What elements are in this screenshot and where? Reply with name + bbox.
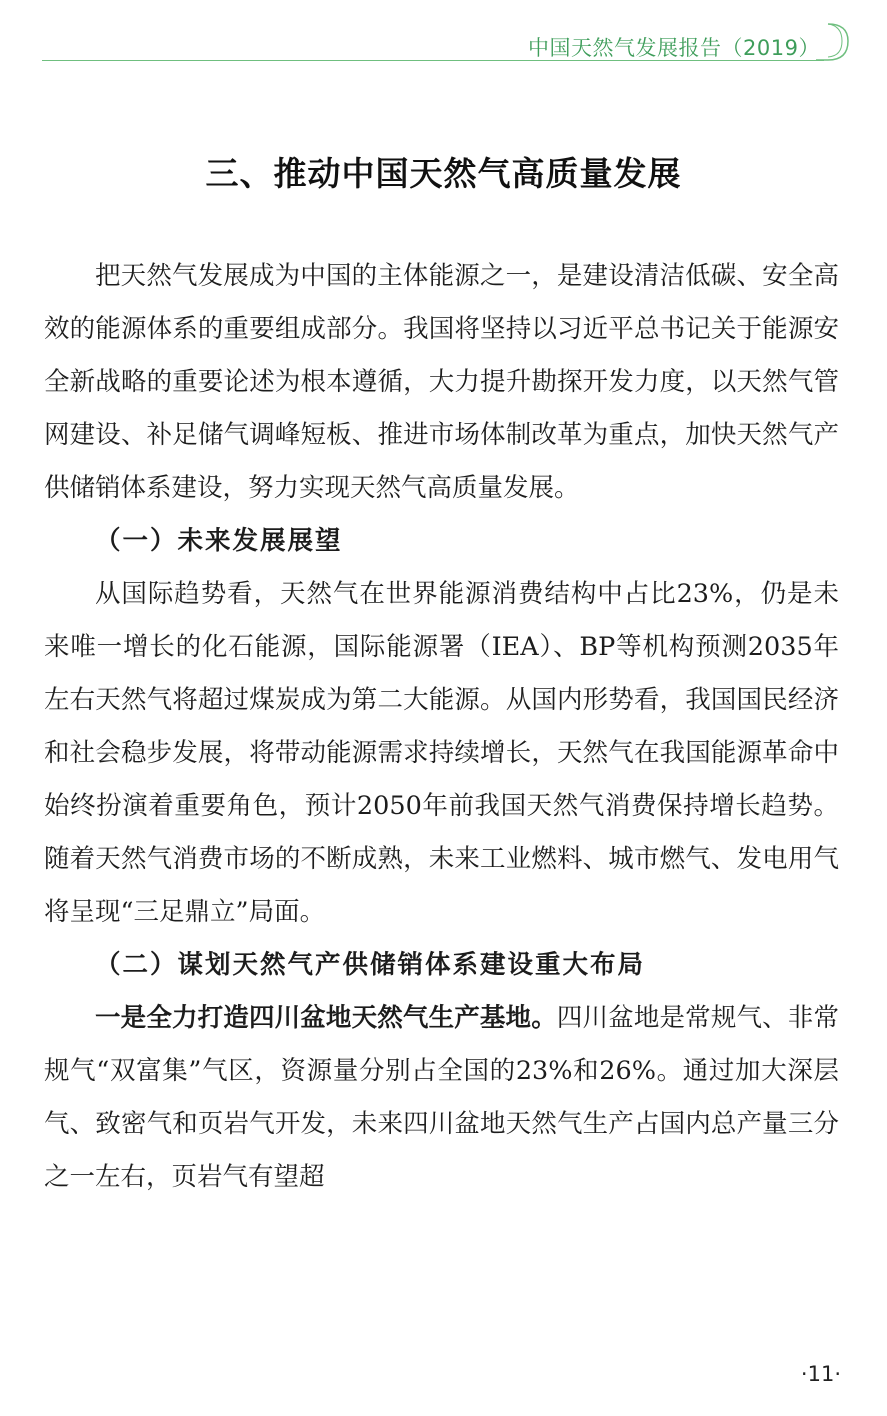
intro-paragraph: 把天然气发展成为中国的主体能源之一，是建设清洁低碳、安全高效的能源体系的重要组成部分。我国将坚持以习近平总书记关于能源安全新战略的重要论述为根本遵循，大力提升勘探开发力度，以天然气管网建设、补足储气调峰短板、推进市场体制改革为重点，加快天然气产供储销体系建设，努力实现天然气高质量发展。 [44,261,839,503]
section-heading-2: （二）谋划天然气产供储销体系建设重大布局 [95,950,646,980]
section-2-text: 四川盆地是常规气、非常规气“双富集”气区，资源量分别占全国的23%和26%。通过加大深层气、致密气和页岩气开发，未来四川盆地天然气生产占国内总产量三分之一左右，页岩气有望超 [44,1003,839,1192]
page-number: ·11· [800,1362,841,1386]
header-ornament-icon [814,22,854,64]
page-title: 三、推动中国天然气高质量发展 [205,154,682,193]
section-heading-1: （一）未来发展展望 [95,526,343,556]
section-2-paragraph [44,992,839,1204]
running-header-title: 中国天然气发展报告（2019） [528,36,820,60]
running-header [42,22,854,64]
section-1-paragraph: 从国际趋势看，天然气在世界能源消费结构中占比23%，仍是未来唯一增长的化石能源，国际能源署（IEA）、BP等机构预测2035年左右天然气将超过煤炭成为第二大能源。从国内形势看，我国国民经济和社会稳步发展，将带动能源需求持续增长，天然气在我国能源革命中始终扮演着重要角色，预计2050年前我国天然气消费保持增长趋势。随着天然气消费市场的不断成熟，未来工业燃料、城市燃气、发电用气将呈现“三足鼎立”局面。 [44,579,839,927]
body-text [44,250,839,1204]
section-2-lead: 一是全力打造四川盆地天然气生产基地。 [95,1003,557,1033]
header-rule [42,60,824,61]
